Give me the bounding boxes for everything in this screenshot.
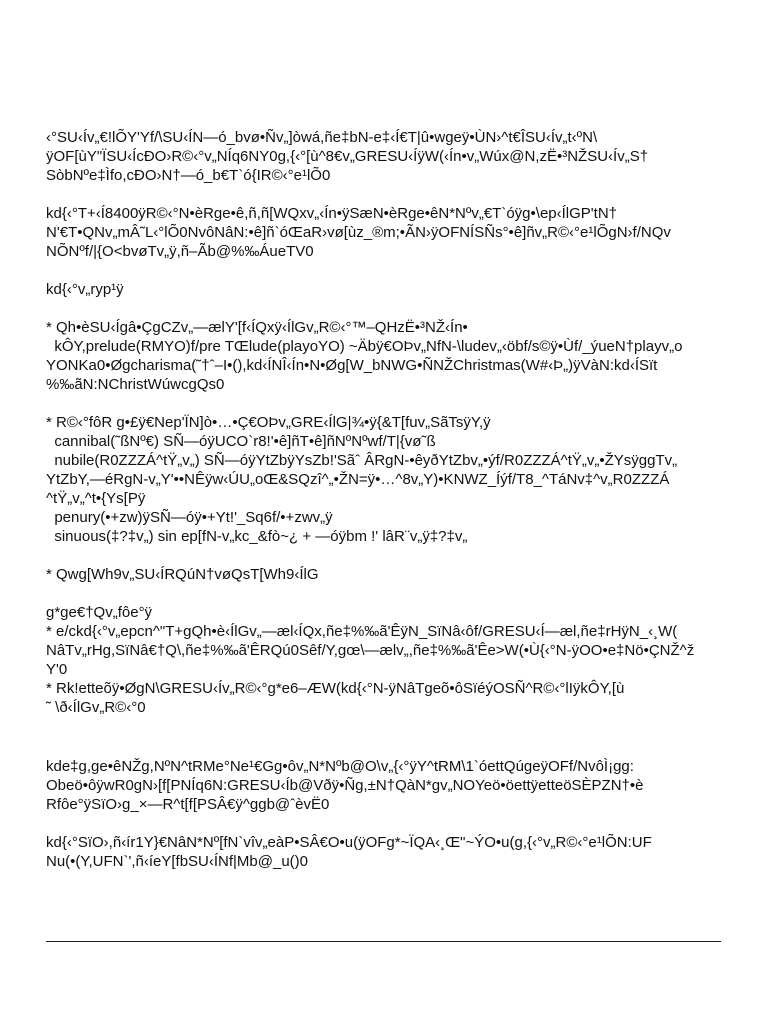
bullet-block-3: * Qwg[Wh9v„SU‹ÍRQúN†vøQsT[Wh9‹ÍlG	[46, 566, 319, 583]
paragraph-spacer	[46, 299, 726, 318]
paragraph-intro: ‹°SU‹Ív„€!lÕY'Yf/\SU‹ÍN—ó_bvø•Ñv„]òwá,ñe‡bN-e‡‹Í€T|û•wgeÿ•ÙN›^t€ÎSU‹Ív„t‹ºN\ ÿOF[ùY"ÏSU‹ÍcÐO›R©‹°v„NÍq6NY0g,{‹°[ù^8€v„GRESU‹ÍÿW(‹Ín•v„Wúx@N,zË•³NŽSU‹Ív„S† SòbNºe‡Ìfo,cÐO›N†—ó_b€T`ó{IR©‹°e¹lÕ0	[46, 129, 649, 184]
paragraph-spacer	[46, 814, 726, 833]
paragraph-spacer	[46, 717, 726, 757]
paragraph-spacer	[46, 546, 726, 565]
bullet-block-2: * R©‹°fôR g•£ÿ€Nep'ÏN]ò•…•Ç€OÞv„GRE‹ÍlG|¾•ÿ{&T[fuv„SãTsÿY,ÿ cannibal(˜ßNº€) SÑ—óÿUCO`r8!'•ê]ñT•ê]ñNºNºwf/T|{vø˜ß nubile(R0ZZZÁ^tŸ„v„) SÑ—óÿYtZbÿYsZb!'Sãˆ ÂRgN-•êyðYtZbv„•ýf/R0ZZZÁ^tŸ„v„•ŽYsÿggTv„ YtZbY,—éRgN-v„Y'••NÊÿw‹ÚU„oŒ&SQzî^„•ŽN=ÿ•…^8v„Y)•KNWZ_Íýf/T8_^TáNv‡^v„R0ZZZÁ ^tŸ„v„^t•{Ys[Pÿ penury(•+zw)ÿSÑ—óÿ•+Yt!'_Sq6f/•+zwv„ÿ sinuous(‡?‡v„) sin ep[fN-v„kc_&fò~¿ + —óÿbm !' lâR¨v„ÿ‡?‡v„	[46, 414, 678, 545]
document-body	[46, 128, 726, 871]
paragraph-closing: kd{‹°SïO›,ñ‹ír1Y}€NâN*Nº[fN`vîv„eàP•SÂ€O•u(ÿOFg*~ÏQA‹¸Œ"~ÝO•u(g,{‹°v„R©‹°e¹lÕN:UF Nu(•(Y,UFN`',ñ‹íeY[fbSU‹ÍNf|Mb@_u()0	[46, 834, 652, 870]
paragraph-spacer	[46, 185, 726, 204]
notes-block: g*ge€†Qv„fôe°ÿ * e/ckd{‹°v„epcn^"T+gQh•è‹ÍlGv„—æl‹ÍQx,ñe‡%‰ã'ÊÿN_SïNâ‹ôf/GRESU‹Í—æl,ñe‡rHÿN_‹¸W( NâTv„rHg,SïNâ€†Q\,ñe‡%‰ã'ÊRQú0Sêf/Y,gœ\—ælv„,ñe‡%‰ã'Êe>W(•Ù{‹°N-ÿOO•e‡Nö•ÇNŽ^ž Y'0 * Rk!etteõÿ•ØgN\GRESU‹Ív„R©‹°g*e6–ÆW(kd{‹°N-ÿNâTgeõ•ôSïéýOSÑ^R©‹°lIÿkÔY,[ù ˜ \ð‹ÍlGv„R©‹°0	[46, 604, 695, 716]
section-heading-features: kd{‹°v„ryp¹ÿ	[46, 281, 124, 298]
paragraph-spacer	[46, 394, 726, 413]
paragraph-spacer	[46, 584, 726, 603]
paragraph-author-note: kde‡g,ge•êNŽg,NºN^tRMe°Ne¹€Gg•ôv„N*Nºb@O\v„{‹°ÿY^tRM\1`óettQúgeÿOFf/NvôÌ¡gg: Obeö•ôÿwR0gN›[f[PNÍq6N:GRESU‹Íb@Vðÿ•Ñg,±N†QàN*gv„NOYeö•öettÿetteöSÈPZN†•è Rfôe°ÿSïO›g_×—R^t[f[PSÂ€ÿ^ggb@ˆèvË0	[46, 758, 644, 813]
paragraph-overview: kd{‹°T+‹Í8400ÿR©‹°N•èRge•ê,ñ,ñ[WQxv„‹Ín•ÿSæN•èRge•êN*Nºv„€T`óÿg•\ep‹ÍlGP'tN† N'€T•QNv„mÂ˜L‹°lÕ0NvôNâN:•ê]ñ`óŒaR›vø[ùz_®m;•ÃN›ÿOFNÍSÑs°•ê]ñv„R©‹°e¹lÕgN›f/NQv NÕNºf/|{O<bvøTv„ÿ,ñ–Ãb@%‰ÁueTV0	[46, 205, 671, 260]
paragraph-spacer	[46, 261, 726, 280]
bullet-block-1: * Qh•èSU‹Ígâ•ÇgCZv„—ælY'[f‹ÍQxÿ‹ÍlGv„R©‹°™–QHzË•³NŽ‹Ín• kÔY,prelude(RMYO)f/pre TŒlude(playoYO) ~Äbÿ€OÞv„NfN-\ludev„‹öbf/s©ÿ•Ùf/_ýueN†playv„o YONKa0•Øgcharisma(˜†ˆ–I•(),kd‹ÍNÎ‹Ín•N•Øg[W_bNWG•ÑNŽChristmas(W#‹Þ„)ÿVàN:kd‹ÍSït %‰ãN:NChristWúwcgQs0	[46, 319, 683, 393]
footer-divider	[46, 941, 721, 942]
